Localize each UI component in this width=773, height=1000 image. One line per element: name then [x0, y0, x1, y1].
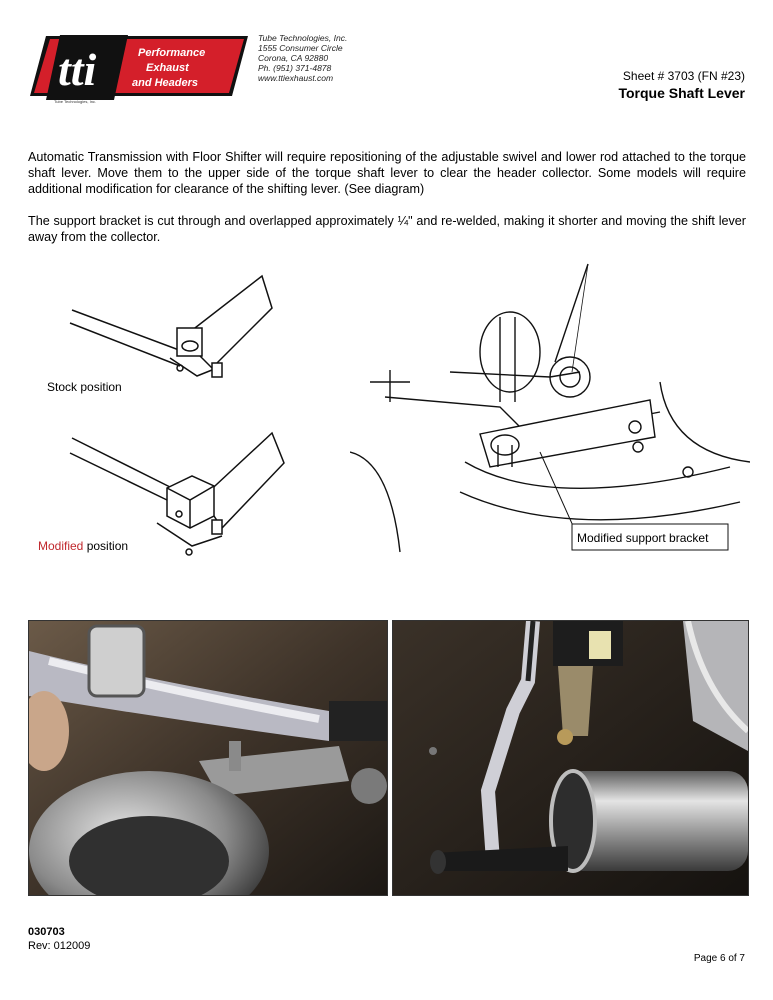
tti-logo [28, 30, 250, 104]
stock-position-diagram [62, 268, 282, 393]
address-line: www.ttiexhaust.com [258, 73, 334, 83]
stock-position-label: Stock position [47, 380, 122, 394]
instruction-paragraph-2: The support bracket is cut through and overlapped approximately ¼" and re-welded, making it shorter and moving the shift lever away from the collector. [28, 214, 746, 244]
modified-position-label [38, 539, 128, 553]
logo-tagline: Tube Technologies, Inc. [54, 99, 97, 104]
photo-torque-lever-installed-2 [392, 620, 749, 896]
address-line: Tube Technologies, Inc. [258, 33, 348, 43]
sheet-header [618, 68, 745, 102]
logo-brand: tti [58, 44, 97, 95]
address-line: Ph. (951) 371-4878 [258, 63, 332, 73]
company-address [258, 33, 398, 83]
revision-label: Rev: 012009 [28, 940, 91, 952]
page-title: Torque Shaft Lever [618, 85, 745, 101]
address-line: 1555 Consumer Circle [258, 43, 343, 53]
modified-support-bracket-label: Modified support bracket [577, 531, 709, 545]
logo-line2: Exhaust [146, 62, 189, 74]
logo-line3: and Headers [132, 77, 199, 89]
document-code: 030703 [28, 926, 65, 938]
shifter-assembly-diagram [350, 262, 750, 562]
page-number: Page 6 of 7 [693, 953, 745, 964]
sheet-number: Sheet # 3703 (FN #23) [622, 69, 745, 83]
logo-line1: Performance [138, 47, 206, 59]
position-word: position [83, 539, 129, 553]
photo-torque-lever-installed-1 [28, 620, 388, 896]
instruction-paragraph-1: Automatic Transmission with Floor Shifter will require repositioning of the adjustable swivel and lower rod attached to the torque shaft lever. Move them to the upper side of the torque shaft lever to clear the header collector. Some models will require additional modification for clearance of the shifting lever. (See diagram) [28, 150, 746, 196]
modified-word: Modified [38, 539, 84, 553]
address-line: Corona, CA 92880 [258, 53, 329, 63]
document-footer [28, 925, 90, 953]
